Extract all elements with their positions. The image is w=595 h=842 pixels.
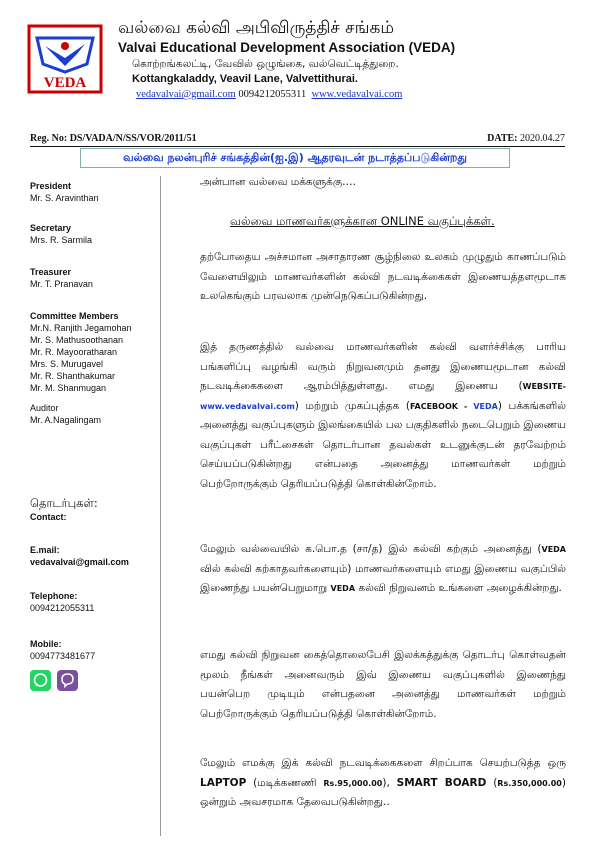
address-english: Kottangkaladdy, Veavil Lane, Valvettithurai.: [132, 73, 358, 85]
committee-heading: Committee Members: [30, 311, 119, 321]
support-banner: வல்வை நலன்புரிச் சங்கத்தின்(ஐ.இ) ஆதரவுடன் நடாத்தப்படுகின்றது: [80, 148, 510, 168]
president-heading: President: [30, 181, 72, 191]
p5-laptop: LAPTOP: [200, 776, 247, 789]
auditor-heading: Auditor: [30, 403, 59, 413]
address-tamil: கொற்றங்கலட்டி, வேவில் ஒழுங்கை, வல்வெட்டித்துறை.: [132, 58, 399, 70]
p3-veda: VEDA: [330, 584, 356, 593]
org-name-tamil: வல்வை கல்வி அபிவிருத்திச் சங்கம்: [118, 18, 395, 38]
letter-subject: வல்வை மாணவர்களுக்கான ONLINE வகுப்புக்கள்.: [230, 214, 495, 228]
messaging-icons: [30, 670, 81, 691]
p5-smartboard: SMART BOARD: [396, 776, 487, 789]
header-website-link[interactable]: www.vedavalvai.com: [311, 89, 403, 100]
p3-veda: VEDA: [541, 545, 566, 554]
header-contact: [118, 87, 588, 102]
reg-number: Reg. No: DS/VADA/N/SS/VOR/2011/51: [30, 133, 197, 144]
date-value: 2020.04.27: [520, 133, 565, 144]
committee-member: Mr.N. Ranjith Jegamohan: [30, 323, 132, 333]
email-value[interactable]: vedavalvai@gmail.com: [30, 557, 129, 567]
p2-text-a: இத் தருணத்தில் வல்வை மாணவர்களின் கல்வி வளர்ச்சிக்கு பாரிய பங்களிப்பு வழங்கி வரும் நிறுவனமும் தனது இணையமூடான கல்வி நடவடிக்கைகளை ஆரம்பித்துள்ளது. எமது இணைய (: [200, 341, 566, 392]
paragraph-1: தற்போதைய அச்சமான அசாதாரண சூழ்நிலை உலகம் முழுதும் காணப்படும் வேளையிலும் மாணவர்களின் கல்வி நடவடிக்கைகள் இணையத்தளமூடாக உலகெங்கும் பரவலாக முன்நெடுகப்படுகின்றது.: [200, 251, 566, 302]
p5-text-a: மேலும் எமக்கு இக் கல்வி நடவடிக்கைகளை சிறப்பாக செயற்படுத்த ஒரு: [200, 757, 566, 769]
contact-heading: Contact:: [30, 512, 67, 522]
header-phone: 0094212055311: [238, 89, 307, 100]
auditor-name: Mr. A.Nagalingam: [30, 415, 102, 425]
p5-text-b: (மடிக்கணணி: [246, 776, 324, 789]
president-name: Mr. S. Aravinthan: [30, 193, 99, 203]
auditor-block: [30, 402, 101, 426]
veda-logo: [27, 24, 103, 94]
p3-text-b: வில் கல்வி கற்காதவர்களையும்) மாணவர்களையும் எமது இணைய வகுப்பில் இணைந்து பயன்பெறுமாறு: [200, 562, 566, 594]
p2-facebook-link[interactable]: VEDA: [473, 401, 498, 411]
treasurer-block: [30, 266, 93, 290]
secretary-block: [30, 222, 92, 246]
p5-text-d: (: [486, 776, 498, 789]
p3-text-a: மேலும் வல்வையில் க.பொ.த (சா/த) இல் கல்வி கற்கும் அனைத்து (: [200, 543, 542, 555]
contact-block: [30, 496, 98, 523]
paragraph-3: [200, 540, 566, 599]
committee-member: Mr. S. Mathusoothanan: [30, 335, 124, 345]
p5-text-c: ),: [382, 776, 397, 789]
date: [487, 133, 565, 144]
greeting: அன்பான வல்வை மக்களுக்கு….: [200, 176, 357, 188]
p5-price-laptop: Rs.95,000.00: [323, 778, 383, 788]
telephone-value: 0094212055311: [30, 603, 95, 613]
sidebar: [30, 176, 161, 836]
paragraph-4: எமது கல்வி நிறுவன கைத்தொலைபேசி இலக்கத்துக்கு தொடர்பு கொள்வதன் மூலம் நீங்கள் அனைவரும் இவ் இணைய வகுப்புகளில் இணைந்து பயன்பெற முடியும் என்பதனை அனைத்து மாணவர்கள் மற்றும் பெற்றோருக்கும் தெரியப்படுத்தி கொள்கின்றோம்.: [200, 649, 566, 720]
org-name-english: Valvai Educational Development Association (VEDA): [118, 40, 456, 55]
letter-body: [200, 174, 566, 808]
paragraph-5: [200, 754, 566, 813]
committee-block: [30, 310, 132, 394]
committee-member: Mr. R. Mayooratharan: [30, 347, 118, 357]
p2-facebook-label: FACEBOOK -: [409, 401, 474, 411]
committee-member: Mr. M. Shanmugan: [30, 383, 107, 393]
email-heading: E.mail:: [30, 545, 60, 555]
secretary-heading: Secretary: [30, 223, 72, 233]
date-label: DATE:: [487, 133, 518, 144]
secretary-name: Mrs. R. Sarmila: [30, 235, 93, 245]
p2-text-b: ) மற்றும் முகப்புத்தக (: [294, 399, 410, 412]
p3-text-c: கல்வி நிறுவனம் உங்களை அழைக்கின்றது.: [355, 582, 562, 594]
telephone-heading: Telephone:: [30, 591, 78, 601]
header-email-link[interactable]: vedavalvai@gmail.com: [136, 89, 236, 100]
telephone-block: [30, 590, 94, 614]
viber-icon[interactable]: [57, 670, 78, 691]
reg-date-line: [30, 133, 565, 144]
committee-member: Mrs. S. Murugavel: [30, 359, 104, 369]
email-block: [30, 544, 129, 568]
header-rule: [30, 146, 565, 147]
logo-text: VEDA: [43, 75, 87, 91]
committee-member: Mr. R. Shanthakumar: [30, 371, 116, 381]
treasurer-name: Mr. T. Pranavan: [30, 279, 93, 289]
president-block: [30, 180, 99, 204]
p2-website-label: WEBSITE-: [522, 382, 566, 391]
p5-price-smartboard: Rs.350,000.00: [497, 778, 562, 788]
letterhead: [118, 16, 588, 102]
p5-text-e: ) ஒன்றும் அவசரமாக தேவைபடுகின்றது..: [200, 776, 566, 808]
mobile-value: 0094773481677: [30, 651, 96, 661]
p2-text-c: ) பக்கங்களில் அனைத்து வகுப்புகளும் இலங்கையில் பல பகுதிகளில் நடைபெறும் இணைய வகுப்புகள் பரீட்சைகள் தொடர்பான தவல்கள் உடனுக்குடன் தரவேற்றம் செய்யப்படுகின்றது என்பதை அனைத்து மாணவர்கள் மற்றும் பெற்றோருக்கும் தெரியப்படுத்தி கொள்கின்றோம்.: [200, 399, 566, 490]
whatsapp-icon[interactable]: [30, 670, 51, 691]
treasurer-heading: Treasurer: [30, 267, 72, 277]
p2-website-link[interactable]: www.vedavalvai.com: [200, 401, 295, 411]
mobile-heading: Mobile:: [30, 639, 62, 649]
contact-heading-tamil: தொடர்புகள்:: [30, 496, 98, 510]
paragraph-2: [200, 338, 566, 494]
mobile-block: [30, 638, 95, 662]
